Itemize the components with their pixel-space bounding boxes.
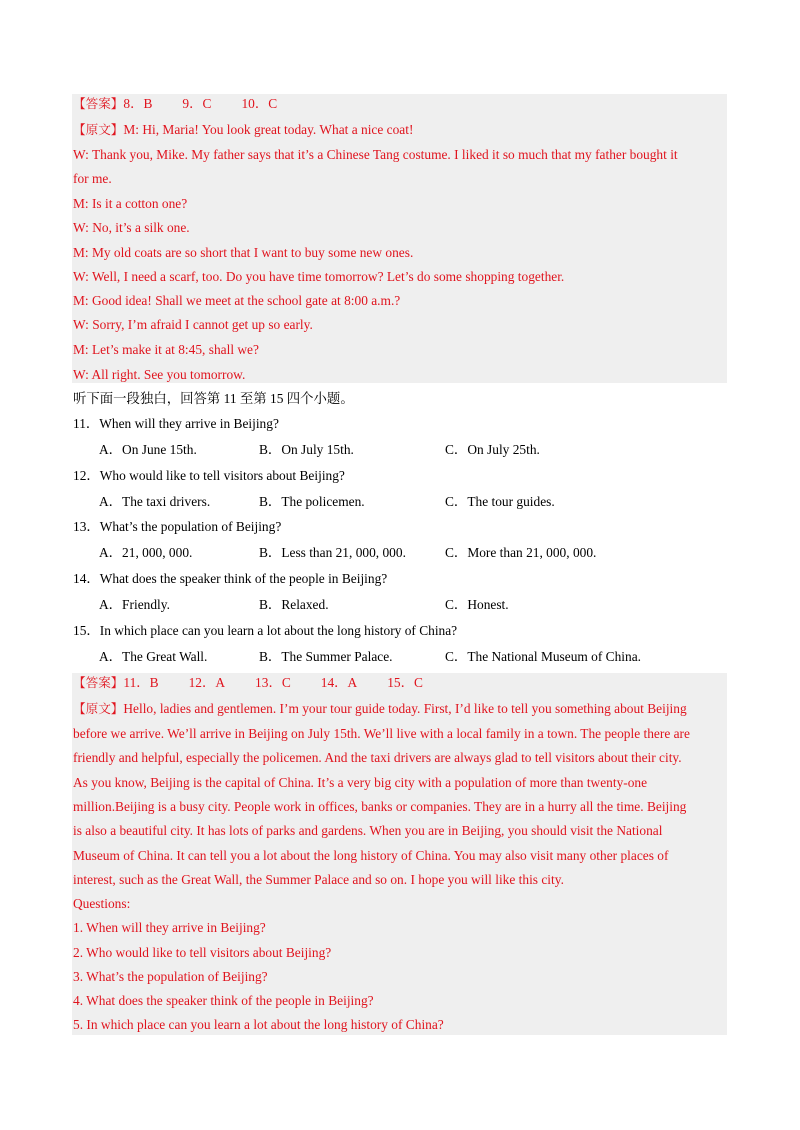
transcript-line: is also a beautiful city. It has lots of parks and gardens. When you are in Beijing, you should visit the National <box>73 823 663 838</box>
answer-label: 【答案】 <box>73 675 124 690</box>
answer-11: 11．B <box>123 675 159 690</box>
transcript-question: 4. What does the speaker think of the people in Beijing? <box>73 993 374 1008</box>
questions-label: Questions: <box>73 896 131 911</box>
answer-12: 12．A <box>188 675 226 690</box>
section-instruction: 听下面一段独白，回答第 11 至第 15 四个小题。 <box>73 391 354 406</box>
transcript-line: 【原文】M: Hi, Maria! You look great today. What a nice coat! <box>73 122 414 137</box>
option-a: A．21, 000, 000. <box>99 545 193 560</box>
question-stem: 15．In which place can you learn a lot about the long history of China? <box>73 623 458 638</box>
transcript-line: for me. <box>73 171 112 186</box>
answer-10: 10．C <box>241 96 278 111</box>
option-c: C．On July 25th. <box>445 442 540 457</box>
transcript-line: M: My old coats are so short that I want to buy some new ones. <box>73 245 414 260</box>
answer-13: 13．C <box>255 675 291 690</box>
transcript-line: friendly and helpful, especially the policemen. And the taxi drivers are always glad to tell visitors about their city. <box>73 750 682 765</box>
option-c: C．The tour guides. <box>445 494 555 509</box>
answer-line-2 <box>73 674 423 692</box>
answer-15: 15．C <box>387 675 423 690</box>
option-a: A．Friendly. <box>99 597 170 612</box>
question-stem: 12．Who would like to tell visitors about Beijing? <box>73 468 345 483</box>
option-b: B．Relaxed. <box>259 597 329 612</box>
transcript-question: 5. In which place can you learn a lot about the long history of China? <box>73 1017 444 1032</box>
question-stem: 11．When will they arrive in Beijing? <box>73 416 279 431</box>
transcript-question: 3. What’s the population of Beijing? <box>73 969 268 984</box>
transcript-line: interest, such as the Great Wall, the Summer Palace and so on. I hope you will like this city. <box>73 872 564 887</box>
transcript-line: W: Well, I need a scarf, too. Do you have time tomorrow? Let’s do some shopping together. <box>73 269 565 284</box>
answer-line-1 <box>73 95 277 113</box>
transcript-line: million.Beijing is a busy city. People work in offices, banks or companies. They are in a hurry all the time. Beijing <box>73 799 687 814</box>
transcript-line: M: Is it a cotton one? <box>73 196 188 211</box>
transcript-label: 【原文】 <box>73 701 124 716</box>
transcript-line: W: Thank you, Mike. My father says that it’s a Chinese Tang costume. I liked it so much that my father bought it <box>73 147 678 162</box>
transcript-line: W: Sorry, I’m afraid I cannot get up so early. <box>73 317 313 332</box>
option-b: B．On July 15th. <box>259 442 354 457</box>
answer-label: 【答案】 <box>73 96 124 111</box>
option-a: A．On June 15th. <box>99 442 197 457</box>
answer-9: 9．C <box>182 96 212 111</box>
option-b: B．Less than 21, 000, 000. <box>259 545 406 560</box>
transcript-line: W: All right. See you tomorrow. <box>73 367 246 382</box>
transcript-line: As you know, Beijing is the capital of China. It’s a very big city with a population of more than twenty-one <box>73 775 648 790</box>
transcript-line: M: Good idea! Shall we meet at the school gate at 8:00 a.m.? <box>73 293 401 308</box>
transcript-question: 2. Who would like to tell visitors about Beijing? <box>73 945 332 960</box>
question-stem: 13．What’s the population of Beijing? <box>73 519 282 534</box>
transcript-line: M: Let’s make it at 8:45, shall we? <box>73 342 259 357</box>
question-stem: 14．What does the speaker think of the people in Beijing? <box>73 571 388 586</box>
transcript-question: 1. When will they arrive in Beijing? <box>73 920 266 935</box>
answer-8: 8．B <box>123 96 153 111</box>
option-b: B．The policemen. <box>259 494 365 509</box>
transcript-line: W: No, it’s a silk one. <box>73 220 190 235</box>
transcript-line: Museum of China. It can tell you a lot about the long history of China. You may also visit many other places of <box>73 848 669 863</box>
option-b: B．The Summer Palace. <box>259 649 393 664</box>
option-c: C．The National Museum of China. <box>445 649 641 664</box>
transcript-line: 【原文】Hello, ladies and gentlemen. I’m your tour guide today. First, I’d like to tell you something about Beijing <box>73 701 687 716</box>
option-c: C．More than 21, 000, 000. <box>445 545 597 560</box>
option-a: A．The taxi drivers. <box>99 494 211 509</box>
option-a: A．The Great Wall. <box>99 649 208 664</box>
transcript-label: 【原文】 <box>73 122 124 137</box>
answer-14: 14．A <box>320 675 358 690</box>
option-c: C．Honest. <box>445 597 509 612</box>
transcript-line: before we arrive. We’ll arrive in Beijing on July 15th. We’ll live with a local family in a town. The people there are <box>73 726 690 741</box>
